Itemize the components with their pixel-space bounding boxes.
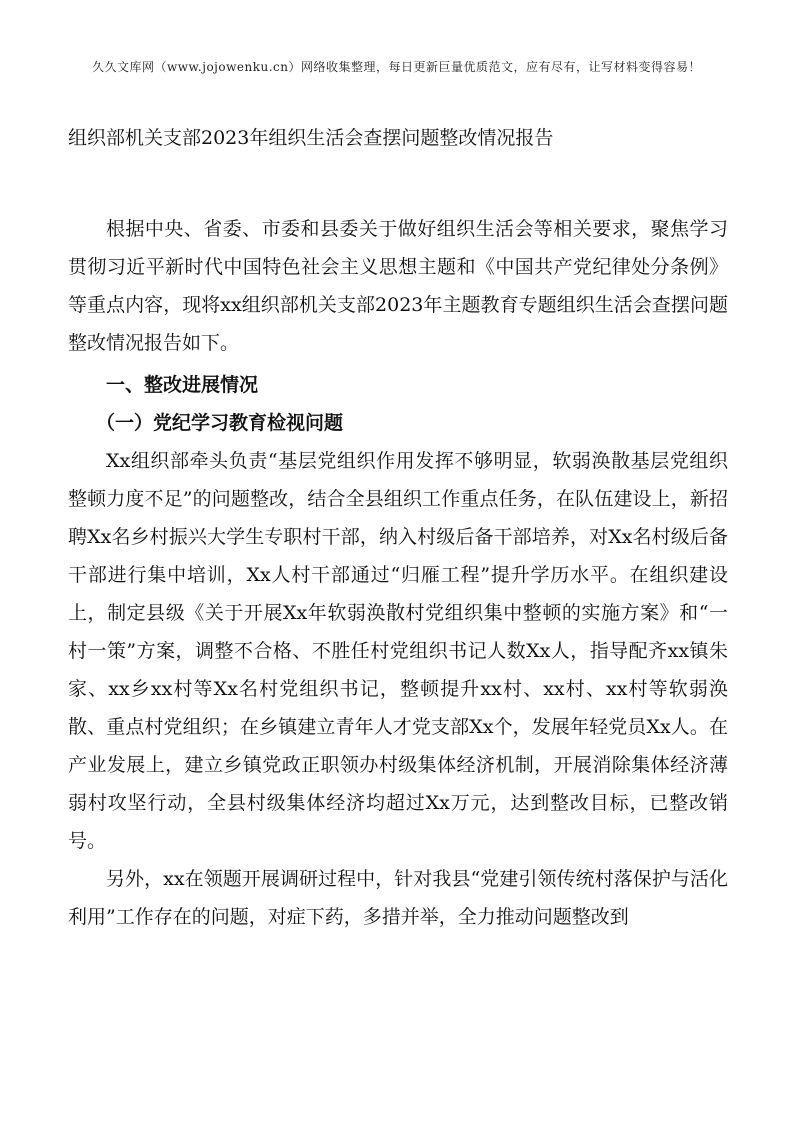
subsection-heading: （一）党纪学习教育检视问题 — [96, 412, 344, 434]
document-title: 组织部机关支部2023年组织生活会查摆问题整改情况报告 — [68, 127, 554, 149]
document-body — [68, 210, 728, 936]
section-heading: 一、整改进展情况 — [106, 374, 259, 396]
body-paragraph: 另外，xx在领题开展调研过程中，针对我县“党建引领传统村落保护与活化利用”工作存在的问题，对症下药，多措并举，全力推动问题整改到 — [68, 868, 728, 928]
body-paragraph: Xx组织部牵头负责“基层党组织作用发挥不够明显，软弱涣散基层党组织整顿力度不足”的问题整改，结合全县组织工作重点任务，在队伍建设上，新招聘Xx名乡村振兴大学生专职村干部，纳入村级后备干部培养，对Xx名村级后备干部进行集中培训，Xx人村干部通过“归雁工程”提升学历水平。在组织建设上，制定县级《关于开展Xx年软弱涣散村党组织集中整顿的实施方案》和“一村一策”方案，调整不合格、不胜任村党组织书记人数Xx人，指导配齐xx镇朱家、xx乡xx村等Xx名村党组织书记，整顿提升xx村、xx村、xx村等软弱涣散、重点村党组织；在乡镇建立青年人才党支部Xx个，发展年轻党员Xx人。在产业发展上，建立乡镇党政正职领办村级集体经济机制，开展消除集体经济薄弱村攻坚行动，全县村级集体经济均超过Xx万元，达到整改目标，已整改销号。 — [68, 450, 728, 852]
site-header-note: 久久文库网（www.jojowenku.cn）网络收集整理，每日更新巨量优质范文，应有尽有，让写材料变得容易！ — [92, 60, 701, 74]
intro-paragraph: 根据中央、省委、市委和县委关于做好组织生活会等相关要求，聚焦学习贯彻习近平新时代中国特色社会主义思想主题和《中国共产党纪律处分条例》等重点内容，现将xx组织部机关支部2023年主题教育专题组织生活会查摆问题整改情况报告如下。 — [68, 218, 728, 354]
